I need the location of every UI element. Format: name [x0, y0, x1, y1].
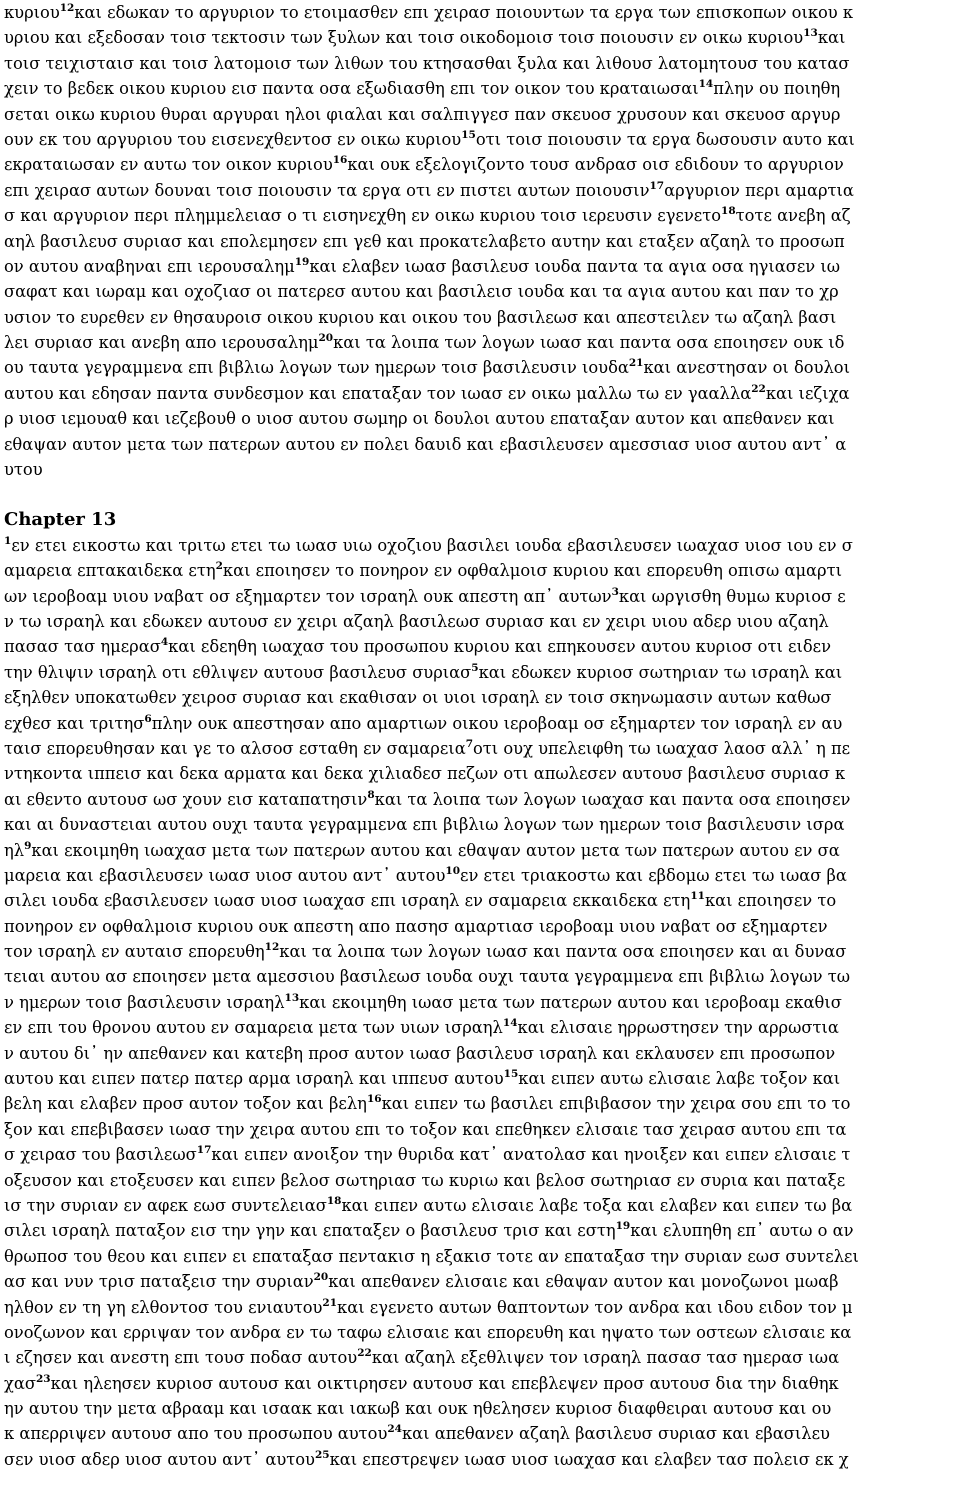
text-line [4, 1371, 958, 1396]
text-line [4, 127, 958, 152]
verse-text: εν ετει εικοστω και τριτω ετει τω ιωασ υιω οχοζιου βασιλει ιουδα εβασιλευσεν ιωαχασ υιοσ ιου εν σ [11, 535, 853, 555]
text-line [4, 1168, 958, 1193]
verse-number: 22 [751, 382, 766, 395]
verse-text: και εγενετο αυτων θαπτοντων τον ανδρα και ιδου ειδον τον μ [337, 1297, 853, 1317]
verse-text: υσιον το ευρεθεν εν θησαυροισ οικου κυριου και οικου του βασιλεωσ και απεστειλεν τω αζαηλ βασι [4, 307, 837, 327]
verse-text: εν επι του θρονου αυτου εν σαμαρεια μετα των υιων ισραηλ [4, 1018, 503, 1038]
verse-number: 17 [649, 179, 665, 192]
verse-text: ηλ [4, 840, 25, 860]
text-line [4, 1041, 958, 1066]
verse-text: αυτου και εδησαν παντα συνδεσμον και επαταξαν τον ιωασ εν οικω μαλλω τω εν γααλλα [4, 383, 752, 403]
verse-number: 7 [465, 737, 473, 750]
verse-text: αμαρεια επτακαιδεκα ετη [4, 561, 216, 581]
verse-number: 24 [387, 1423, 402, 1436]
verse-text: και εκοιμηθη ιωασ μετα των πατερων αυτου και ιεροβοαμ εκαθισ [299, 992, 842, 1012]
verse-text: και επεστρεψεν ιωασ υιοσ ιωαχασ και ελαβεν τασ πολεισ εκ χ [329, 1449, 849, 1469]
text-line [4, 1117, 958, 1142]
text-line [4, 0, 958, 25]
verse-text: ονοζωνον και ερριψαν τον ανδρα εν τω ταφω ελισαιε και επορευθη και ηψατο των οστεων ελισαιε κα [4, 1322, 852, 1342]
text-line [4, 711, 958, 736]
text-line [4, 457, 958, 482]
verse-number: 17 [196, 1144, 212, 1157]
verse-number: 15 [503, 1068, 519, 1081]
verse-text: και ειπεν τω βασιλει επιβιβασον την χειρα σου επι το το [381, 1094, 851, 1114]
verse-text: κ απερριψεν αυτουσ απο του προσωπου αυτου [4, 1424, 388, 1444]
verse-text: ντηκοντα ιππεισ και δεκα αρματα και δεκα χιλιαδεσ πεζων οτι απωλεσεν αυτουσ βασιλευσ συριασ κ [4, 764, 846, 784]
text-line [4, 178, 958, 203]
verse-text: ν ημερων τοισ βασιλευσιν ισραηλ [4, 992, 285, 1012]
text-line [4, 939, 958, 964]
verse-text: εθαψαν αυτον μετα των πατερων αυτου εν πολει δαυιδ και εβασιλευσεν αμεσσιασ υιοσ αυτου αντ᾽ α [4, 434, 847, 454]
verse-number: 14 [502, 1017, 518, 1030]
verse-text: υριου και εξεδοσαν τοισ τεκτοσιν των ξυλων και τοισ οικοδομοισ τοισ ποιουσιν εν οικω κυριου [4, 28, 804, 48]
verse-number: 14 [698, 78, 714, 91]
verse-number: 18 [326, 1194, 342, 1207]
verse-number: 5 [471, 661, 479, 674]
verse-number: 16 [366, 1093, 382, 1106]
verse-text: θρωποσ του θεου και ειπεν ει επαταξασ πεντακισ η εξακισ τοτε αν επαταξασ την συριαν εωσ συντελει [4, 1246, 859, 1266]
text-line [4, 152, 958, 177]
verse-text: οξευσον και ετοξευσεν και ειπεν βελοσ σωτηριασ τω κυριω και βελοσ σωτηριασ εν συρια και παταξε [4, 1170, 846, 1190]
verse-text: τοτε ανεβη αζ [735, 206, 851, 226]
text-line [4, 1091, 958, 1116]
verse-text: οτι ουχ υπελειφθη τω ιωαχασ λαοσ αλλ᾽ η πε [473, 738, 851, 758]
text-line [4, 1015, 958, 1040]
verse-text: οτι τοισ ποιουσιν τα εργα δωσουσιν αυτο και [475, 129, 855, 149]
text-line [4, 330, 958, 355]
text-line [4, 888, 958, 913]
verse-number: 20 [313, 1271, 329, 1284]
text-line [4, 558, 958, 583]
verse-text: ηλθον εν τη γη ελθοντοσ του ενιαυτου [4, 1297, 323, 1317]
verse-text: και ειπεν αυτω ελισαιε λαβε τοξον και [518, 1069, 841, 1089]
verse-text: ξον και επεβιβασεν ιωασ την χειρα αυτου επι το τοξον και επεθηκεν ελισαιε τασ χειρασ αυτου επι τα [4, 1119, 847, 1139]
verse-number: 22 [357, 1347, 372, 1360]
text-line [4, 1193, 958, 1218]
verse-text: ρ υιοσ ιεμουαθ και ιεζεβουθ ο υιοσ αυτου σωμηρ οι δουλοι αυτου επαταξαν αυτον και απεθανεν και [4, 409, 835, 429]
verse-text: πονηρον εν οφθαλμοισ κυριου ουκ απεστη απο πασησ αμαρτιασ ιεροβοαμ υιου ναβατ οσ εξημαρτεν [4, 916, 828, 936]
verse-text: και ωργισθη θυμω κυριοσ ε [618, 586, 846, 606]
verse-text: ασ και νυν τρισ παταξεισ την συριαν [4, 1272, 314, 1292]
verse-text: και [817, 28, 846, 48]
text-line [4, 381, 958, 406]
verse-text: κυριου [4, 3, 60, 22]
text-line [4, 1295, 958, 1320]
verse-text: αι εθεντο αυτουσ ωσ χουν εισ καταπατησιν [4, 789, 368, 809]
verse-text: χειν το βεδεκ οικου κυριου εισ παντα οσα εξωδιασθη επι τον οικον του κραταιωσαι [4, 79, 699, 99]
text-line [4, 761, 958, 786]
verse-text: ην αυτου την μετα αβρααμ και ισαακ και ιακωβ και ουκ ηθελησεν κυριοσ διαφθειραι αυτουσ και ου [4, 1399, 832, 1419]
verse-text: ου ταυτα γεγραμμενα επι βιβλιω λογων των ημερων τοισ βασιλευσιν ιουδα [4, 358, 629, 378]
verse-text: σεται οικω κυριου θυραι αργυραι ηλοι φιαλαι και σαλπιγγεσ παν σκευοσ χρυσουν και σκευοσ αργυρ [4, 104, 841, 124]
verse-number: 4 [160, 636, 169, 649]
text-line [4, 914, 958, 939]
verse-text: μαρεια και εβασιλευσεν ιωασ υιοσ αυτου αντ᾽ αυτου [4, 865, 446, 885]
verse-number: 18 [721, 205, 736, 218]
verse-number: 20 [318, 332, 334, 345]
text-line [4, 51, 958, 76]
verse-text: ταισ επορευθησαν και γε το αλσοσ εσταθη εν σαμαρεια [4, 738, 466, 758]
verse-text: την θλιψιν ισραηλ οτι εθλιψεν αυτουσ βασιλευσ συριασ [4, 662, 472, 682]
text-line [4, 1447, 958, 1472]
text-line [4, 736, 958, 761]
verse-text: και εδωκεν κυριοσ σωτηριαν τω ισραηλ και [478, 662, 843, 682]
verse-text: σ και αργυριον περι πλημμελειασ ο τι εισηνεχθη εν οικω κυριου τοισ ιερευσιν εγενετο [4, 206, 722, 226]
verse-text: και εδεηθη ιωαχασ του προσωπου κυριου και επηκουσεν αυτου κυριοσ οτι ειδεν [168, 637, 832, 657]
verse-number: 25 [314, 1448, 330, 1461]
text-line [4, 990, 958, 1015]
text-line [4, 102, 958, 127]
text-line [4, 787, 958, 812]
verse-text: και εδωκαν το αργυριον το ετοιμασθεν επι χειρασ ποιουντων τα εργα των επισκοπων οικου κ [74, 3, 854, 22]
verse-text: τον ισραηλ εν αυταισ επορευθη [4, 942, 265, 962]
verse-text: τειαι αυτου ασ εποιησεν μετα αμεσσιου βασιλεωσ ιουδα ουχι ταυτα γεγραμμενα επι βιβλιω λογων τω [4, 967, 850, 987]
verse-text: ισ την συριαν εν αφεκ εωσ συντελειασ [4, 1195, 327, 1215]
verse-text: ι εζησεν και ανεστη επι τουσ ποδασ αυτου [4, 1348, 358, 1368]
verse-text: ν τω ισραηλ και εδωκεν αυτουσ εν χειρι αζαηλ βασιλεωσ συριασ και εν χειρι υιου αδερ υιου αζαηλ [4, 611, 829, 631]
verse-text: και αι δυναστειαι αυτου ουχι ταυτα γεγραμμενα επι βιβλιω λογων των ημερων τοισ βασιλευσιν ισρα [4, 815, 845, 835]
verse-text: και τα λοιπα των λογων ιωασ και παντα οσα εποιησεν και αι δυνασ [279, 942, 847, 962]
text-line [4, 254, 958, 279]
verse-text: και ειπεν αυτω ελισαιε λαβε τοξα και ελαβεν και ειπεν τω βα [341, 1195, 853, 1215]
verse-number: 12 [59, 2, 75, 14]
text-line [4, 634, 958, 659]
verse-number: 13 [803, 27, 818, 40]
verse-text: αηλ βασιλευσ συριασ και επολεμησεν επι γεθ και προκατελαβετο αυτην και εταξεν αζαηλ το προσωπ [4, 231, 845, 251]
verse-text: χασ [4, 1373, 36, 1393]
text-line [4, 838, 958, 863]
verse-text: και τα λοιπα των λογων ιωασ και παντα οσα εποιησεν ουκ ιδ [333, 333, 845, 353]
verse-text: και ελισαιε ηρρωστησεν την αρρωστια [517, 1018, 839, 1038]
verse-text: και τα λοιπα των λογων ιωαχασ και παντα οσα εποιησεν [374, 789, 851, 809]
chapter-13-text [4, 533, 958, 1472]
verse-text: ουν εκ του αργυριου του εισενεχθεντοσ εν οικω κυριου [4, 129, 462, 149]
verse-text: πλην ου ποιηθη [713, 79, 841, 99]
verse-text: και ηλεησεν κυριοσ αυτουσ και οικτιρησεν αυτουσ και επεβλεψεν προσ αυτουσ δια την διαθηκ [50, 1373, 839, 1393]
text-line [4, 812, 958, 837]
text-line [4, 76, 958, 101]
verse-text: και ιεζιχα [765, 383, 850, 403]
text-line [4, 355, 958, 380]
verse-number: 13 [284, 991, 300, 1004]
text-line [4, 1269, 958, 1294]
text-line [4, 1320, 958, 1345]
text-line [4, 279, 958, 304]
verse-number: 19 [294, 255, 310, 268]
text-line [4, 25, 958, 50]
verse-number: 6 [144, 712, 152, 725]
verse-text: και ειπεν ανοιξον την θυριδα κατ᾽ ανατολασ και ηνοιξεν και ειπεν ελισαιε τ [211, 1145, 851, 1165]
verse-number: 1 [4, 534, 12, 547]
text-line [4, 1396, 958, 1421]
verse-text: εχθεσ και τριτησ [4, 713, 145, 733]
text-line [4, 964, 958, 989]
verse-text: σιλει ισραηλ παταξον εισ την γην και επαταξεν ο βασιλευσ τρισ και εστη [4, 1221, 616, 1241]
verse-number: 11 [690, 890, 705, 903]
verse-text: ων ιεροβοαμ υιου ναβατ οσ εξημαρτεν τον ισραηλ ουκ απεστη απ᾽ αυτων [4, 586, 612, 606]
verse-text: ν αυτου δι᾽ ην απεθανεν και κατεβη προσ αυτον ιωασ βασιλευσ ισραηλ και εκλαυσεν επι προσωπον [4, 1043, 836, 1063]
verse-text: υτου [4, 460, 43, 480]
text-line [4, 203, 958, 228]
verse-text: και απεθανεν αζαηλ βασιλευσ συριασ και εβασιλευ [402, 1424, 830, 1444]
verse-number: 19 [615, 1220, 631, 1233]
verse-text: αργυριον περι αμαρτια [664, 180, 854, 200]
verse-text: σ χειρασ του βασιλεωσ [4, 1145, 197, 1165]
verse-text: εξηλθεν υποκατωθεν χειροσ συριασ και εκαθισαν οι υιοι ισραηλ εν τοισ σκηνωμασιν αυτων καθωσ [4, 688, 832, 708]
text-line [4, 863, 958, 888]
verse-number: 3 [611, 585, 619, 598]
text-line [4, 406, 958, 431]
text-line [4, 533, 958, 558]
verse-text: τοισ τειχισταισ και τοισ λατομοισ των λιθων του κτησασθαι ξυλα και λιθουσ λατομητουσ του κατασ [4, 53, 850, 73]
verse-number: 16 [332, 154, 348, 167]
text-line [4, 1421, 958, 1446]
verse-text: και εποιησεν το πονηρον εν οφθαλμοισ κυριου και επορευθη οπισω αμαρτι [222, 561, 843, 581]
verse-text: πασασ τασ ημερασ [4, 637, 161, 657]
verse-text: πλην ουκ απεστησαν απο αμαρτιων οικου ιεροβοαμ οσ εξημαρτεν τον ισραηλ εν αυ [151, 713, 843, 733]
verse-number: 21 [628, 357, 644, 370]
verse-text: και ελυπηθη επ᾽ αυτω ο αν [630, 1221, 854, 1241]
text-line [4, 609, 958, 634]
verse-number: 8 [367, 788, 375, 801]
text-line [4, 685, 958, 710]
text-line [4, 1142, 958, 1167]
text-line [4, 1066, 958, 1091]
chapter-heading: Chapter 13 [4, 509, 117, 531]
verse-text: σεν υιοσ αδερ υιοσ αυτου αντ᾽ αυτου [4, 1449, 315, 1469]
text-line [4, 1244, 958, 1269]
verse-text: και ανεστησαν οι δουλοι [643, 358, 850, 378]
verse-number: 2 [215, 560, 223, 573]
verse-text: ον αυτου αναβηναι επι ιερουσαλημ [4, 256, 295, 276]
verse-text: λει συριασ και ανεβη απο ιερουσαλημ [4, 333, 319, 353]
verse-text: σιλει ιουδα εβασιλευσεν ιωασ υιοσ ιωαχασ επι ισραηλ εν σαμαρεια εκκαιδεκα ετη [4, 891, 691, 911]
chapter-12-text [4, 0, 958, 482]
verse-text: επι χειρασ αυτων δουναι τοισ ποιουσιν τα εργα οτι εν πιστει αυτων ποιουσιν [4, 180, 650, 200]
text-line [4, 1218, 958, 1243]
text-line [4, 584, 958, 609]
verse-text: εν ετει τριακοστω και εβδομω ετει τω ιωασ βα [460, 865, 847, 885]
verse-text: και αζαηλ εξεθλιψεν τον ισραηλ πασασ τασ ημερασ ιωα [371, 1348, 840, 1368]
verse-text: και εκοιμηθη ιωαχασ μετα των πατερων αυτου και εθαψαν αυτον μετα των πατερων αυτου εν σα [31, 840, 840, 860]
text-line [4, 432, 958, 457]
verse-number: 12 [264, 941, 280, 954]
text-line [4, 229, 958, 254]
verse-text: εκραταιωσαν εν αυτω τον οικον κυριου [4, 155, 333, 175]
verse-text: αυτου και ειπεν πατερ πατερ αρμα ισραηλ και ιππευσ αυτου [4, 1069, 504, 1089]
verse-text: και ελαβεν ιωασ βασιλευσ ιουδα παντα τα αγια οσα ηγιασεν ιω [309, 256, 841, 276]
verse-text: και απεθανεν ελισαιε και εθαψαν αυτον και μονοζωνοι μωαβ [328, 1272, 839, 1292]
text-line [4, 1345, 958, 1370]
verse-number: 10 [445, 864, 461, 877]
verse-text: και ουκ εξελογιζοντο τουσ ανδρασ οισ εδιδουν το αργυριον [347, 155, 844, 175]
verse-text: σαφατ και ιωραμ και οχοζιασ οι πατερεσ αυτου και βασιλεισ ιουδα και τα αγια αυτου και παν το χρ [4, 282, 839, 302]
verse-text: βελη και ελαβεν προσ αυτον τοξον και βελη [4, 1094, 367, 1114]
verse-text: και εποιησεν το [704, 891, 837, 911]
verse-number: 23 [35, 1372, 51, 1385]
verse-number: 15 [461, 128, 476, 141]
text-line [4, 660, 958, 685]
verse-number: 21 [322, 1296, 338, 1309]
text-line [4, 305, 958, 330]
verse-number: 9 [24, 839, 32, 852]
